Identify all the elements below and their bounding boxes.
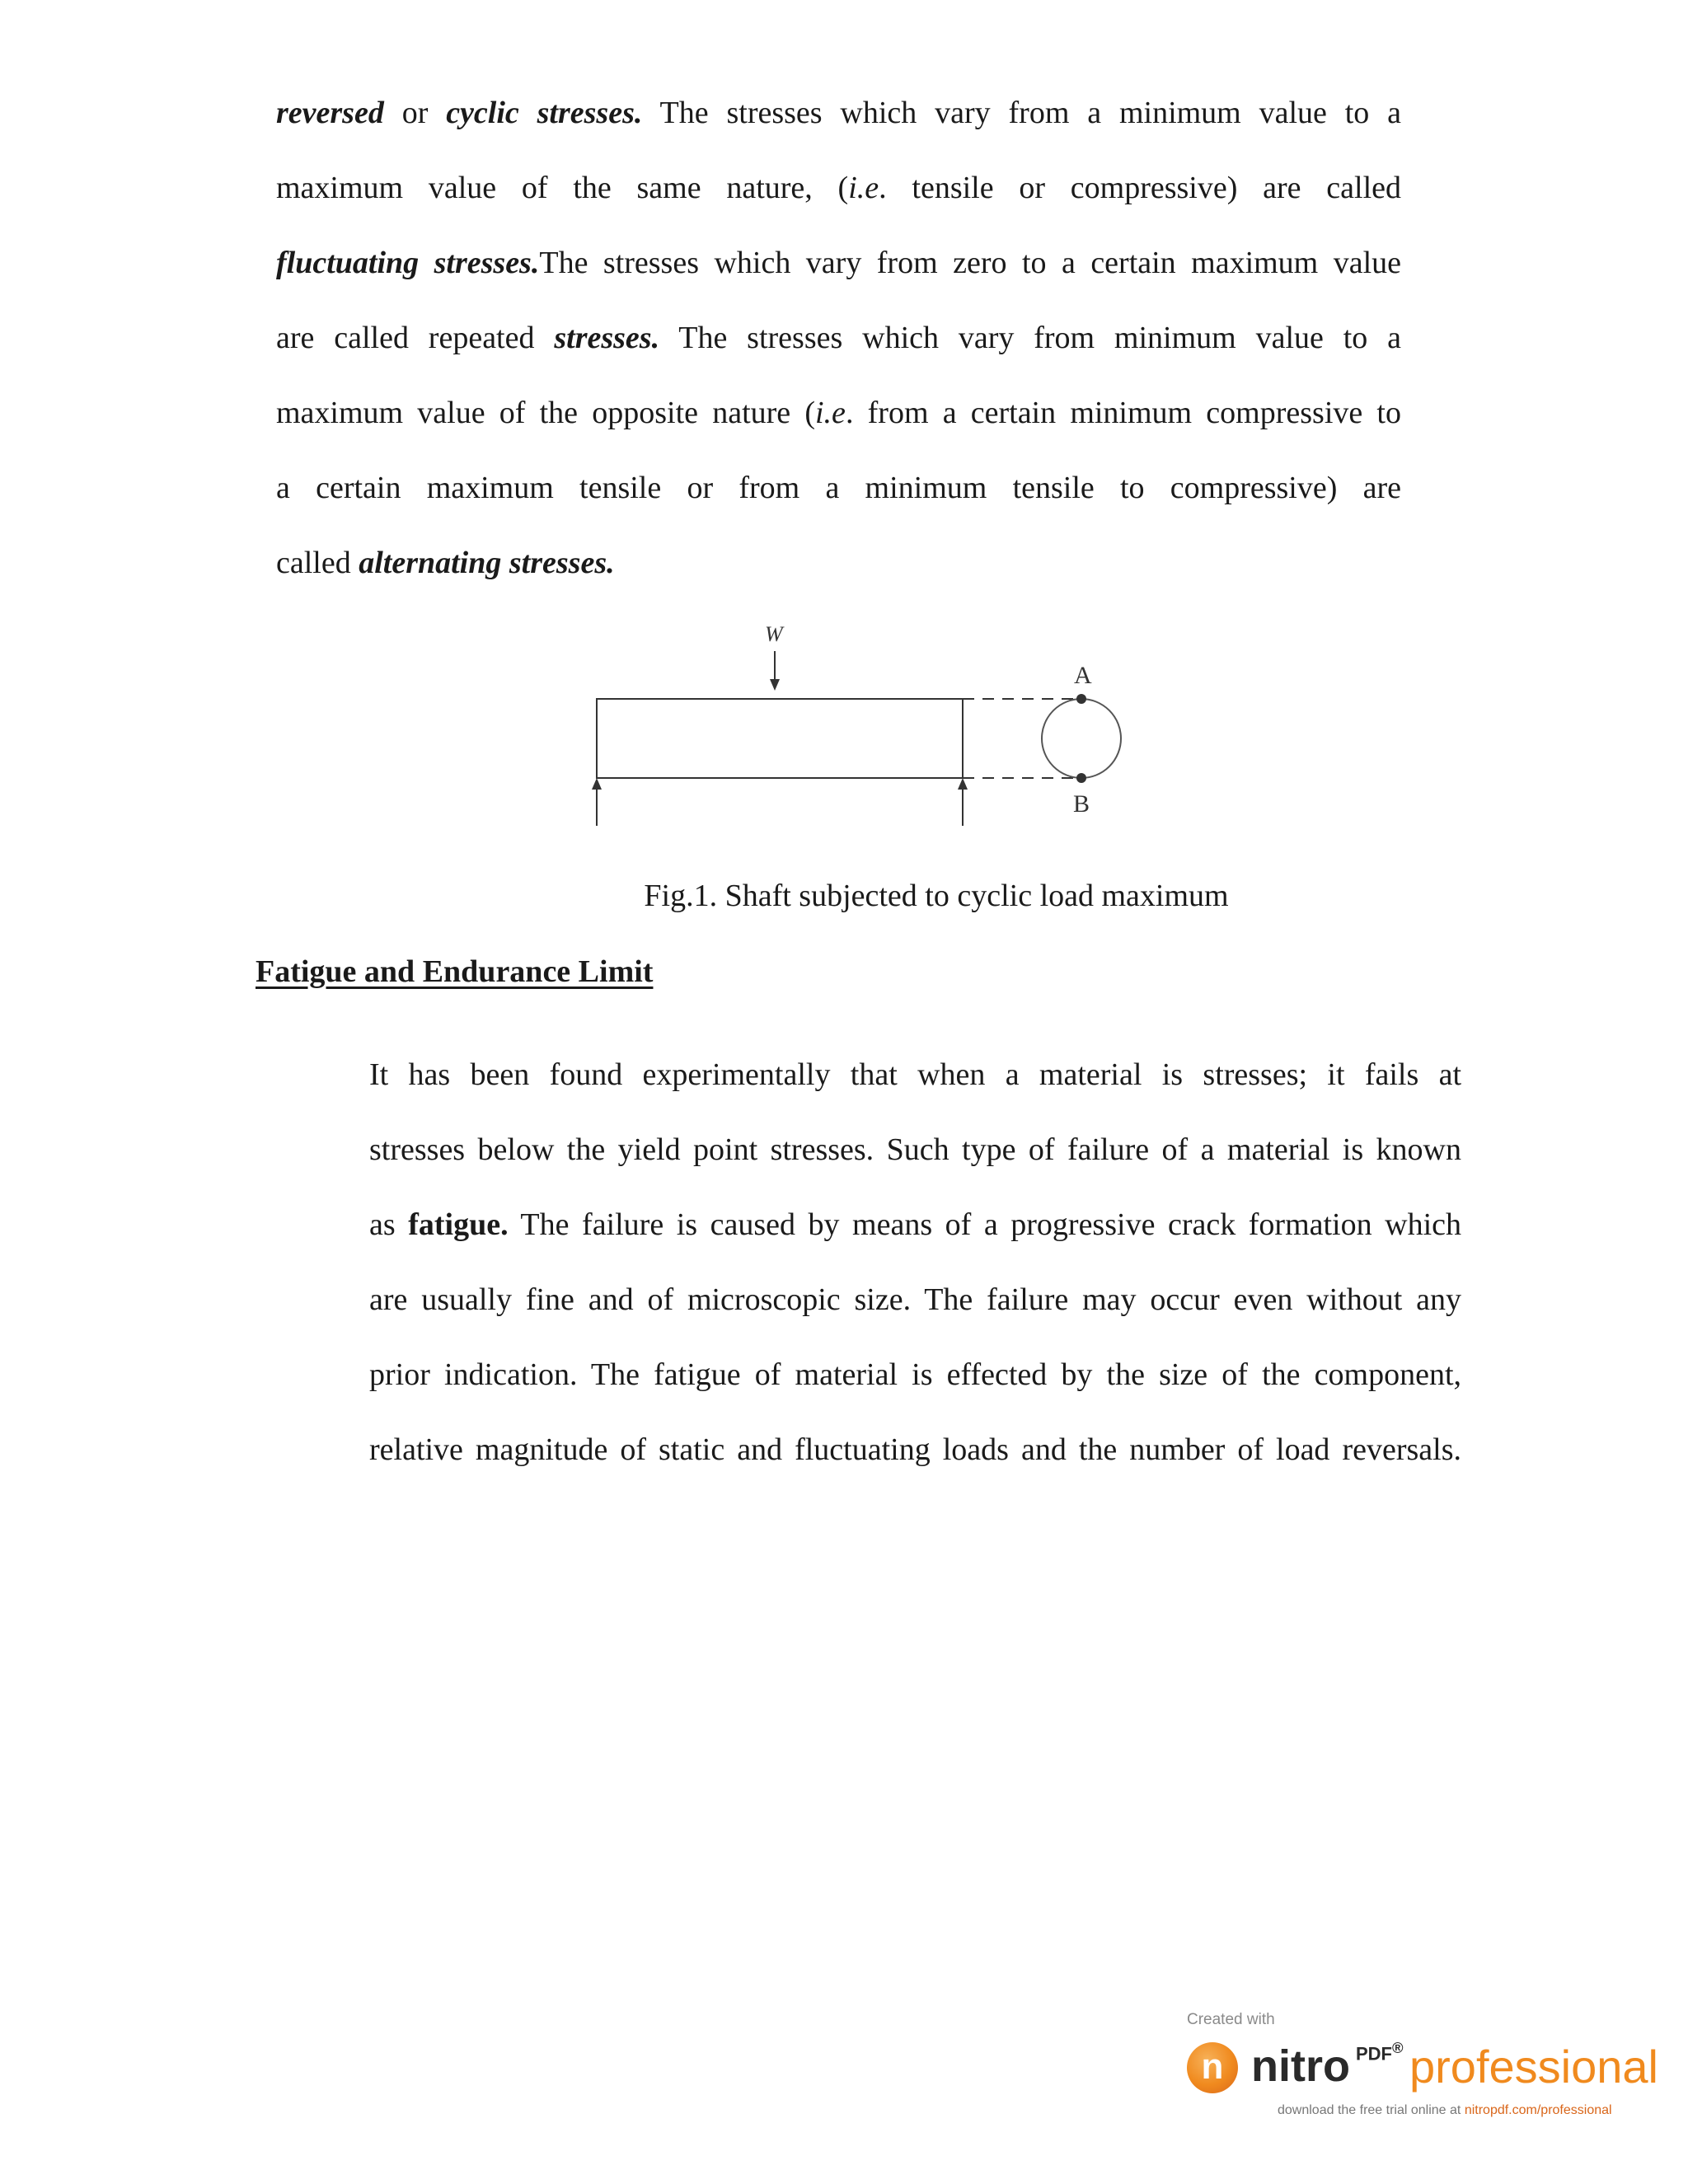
nitro-watermark (1187, 2011, 1657, 2126)
term-alternating-stresses: alternating stresses. (359, 546, 615, 580)
text-segment: called (276, 546, 359, 580)
paragraph2-line6: relative magnitude of static and fluctuating loads and the number of load reversals. (369, 1432, 1461, 1467)
nitro-product-text: professional (1409, 2041, 1658, 2093)
section-heading: Fatigue and Endurance Limit (256, 954, 654, 989)
text-segment: or (383, 96, 447, 130)
created-with-text: Created with (1187, 2011, 1275, 2028)
term-fatigue: fatigue. (408, 1207, 509, 1242)
term-fluctuating-stresses: fluctuating stresses. (276, 246, 540, 280)
text-segment: . from a certain minimum compressive to (845, 396, 1401, 430)
paragraph2-line3 (369, 1209, 1461, 1240)
abbrev-ie: i.e (848, 171, 879, 205)
shaft-body (597, 699, 963, 778)
shaft-figure (577, 618, 1154, 841)
paragraph2-line1: It has been found experimentally that when a material is stresses; it fails at (369, 1057, 1461, 1092)
load-arrow-head (770, 679, 780, 691)
paragraph1-line7 (276, 547, 1401, 579)
text-segment: The stresses which vary from minimum value to a (659, 321, 1401, 355)
text-segment: The failure is caused by means of a progressive crack formation which (508, 1207, 1462, 1242)
text-segment: . tensile or compressive) are called (879, 171, 1401, 205)
nitro-pdf-text (1356, 2039, 1404, 2064)
caption-text: Fig.1. Shaft subjected to cyclic load maximum (644, 879, 1229, 913)
paragraph1-line3 (276, 247, 1401, 279)
point-a-label: A (1074, 662, 1092, 689)
paragraph1-line6: a certain maximum tensile or from a minimum tensile to compressive) are (276, 471, 1401, 505)
term-cyclic-stresses: cyclic stresses. (446, 96, 643, 130)
term-reversed: reversed (276, 96, 384, 130)
load-label: W (765, 622, 783, 646)
text-segment: maximum value of the same nature, ( (276, 171, 849, 205)
figure-caption (0, 880, 1688, 912)
cross-section-circle (1042, 699, 1121, 778)
text-segment: The stresses which vary from zero to a certain maximum value (539, 246, 1401, 280)
shaft-diagram (577, 618, 1154, 841)
paragraph2-line4: are usually fine and of microscopic size. The failure may occur even without any (369, 1282, 1461, 1317)
paragraph2-line5: prior indication. The fatigue of material is effected by the size of the component, (369, 1357, 1461, 1392)
point-b-label: B (1073, 790, 1090, 818)
point-b-marker (1076, 773, 1086, 783)
text-segment: are called repeated (276, 321, 555, 355)
registered-mark: ® (1392, 2039, 1404, 2056)
term-stresses: stresses. (554, 321, 660, 355)
nitro-brand-text: nitro (1251, 2041, 1350, 2091)
left-support-head (592, 778, 602, 790)
nitro-download-text (1278, 2103, 1612, 2118)
text-segment: as (369, 1207, 409, 1242)
paragraph1-line2 (276, 172, 1401, 204)
paragraph1-line5 (276, 397, 1401, 429)
nitro-logo-icon: n (1187, 2042, 1238, 2093)
point-a-marker (1076, 694, 1086, 704)
pdf-label: PDF (1356, 2043, 1392, 2064)
download-url: nitropdf.com/professional (1464, 2103, 1612, 2117)
paragraph2-line2: stresses below the yield point stresses. Such type of failure of a material is known (369, 1132, 1461, 1167)
text-segment: maximum value of the opposite nature ( (276, 396, 815, 430)
right-support-head (958, 778, 968, 790)
paragraph1-line4 (276, 322, 1401, 354)
download-label: download the free trial online at (1278, 2103, 1465, 2117)
paragraph1-line1 (276, 97, 1401, 129)
abbrev-ie: i.e (815, 396, 846, 430)
text-segment: The stresses which vary from a minimum value to a (642, 96, 1402, 130)
